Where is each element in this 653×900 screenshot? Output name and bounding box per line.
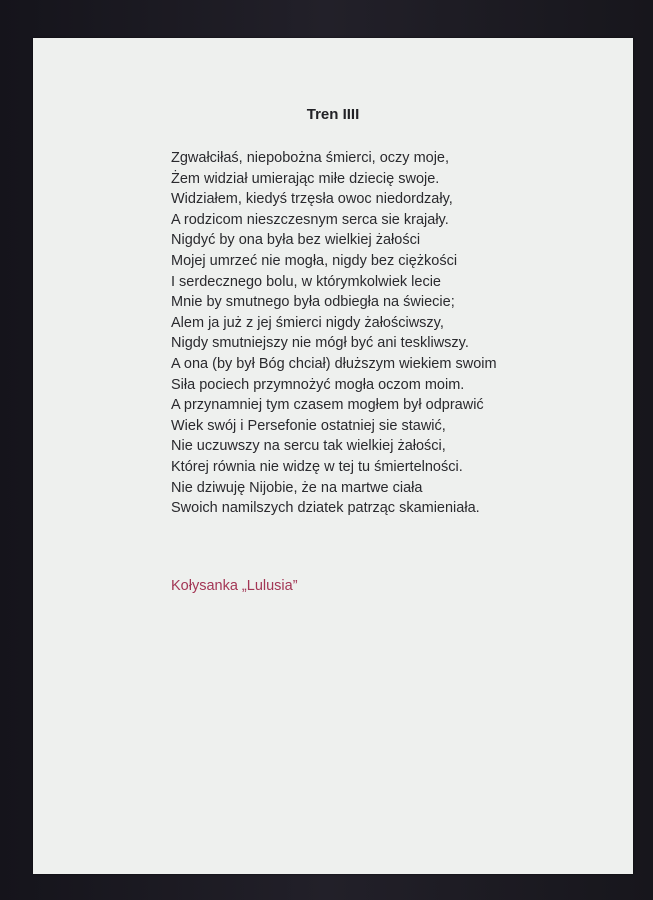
poem-line: A ona (by był Bóg chciał) dłuższym wiekiem swoim — [171, 355, 497, 372]
poem-line: Nie dziwuję Nijobie, że na martwe ciała — [171, 479, 423, 496]
next-poem-title: Kołysanka „Lulusia” — [171, 578, 298, 594]
poem-line: A rodzicom nieszczesnym serca sie krajały. — [171, 211, 449, 228]
poem-line: Zgwałciłaś, niepobożna śmierci, oczy moje, — [171, 150, 450, 166]
poem-line: Mnie by smutnego była odbiegła na świecie; — [171, 294, 455, 311]
poem-line: Wiek swój i Persefonie ostatniej sie stawić, — [171, 417, 446, 434]
poem-body — [171, 148, 497, 519]
paper-page — [33, 38, 633, 874]
poem-line: Widziałem, kiedyś trzęsła owoc niedordzały, — [171, 191, 453, 208]
poem-line: Mojej umrzeć nie mogła, nigdy bez ciężkości — [171, 252, 458, 269]
poem-line: Nigdy smutniejszy nie mógł być ani teskliwszy. — [171, 335, 469, 352]
poem-line: Nie uczuwszy na sercu tak wielkiej żałości, — [171, 438, 446, 455]
poem-line: Siła pociech przymnożyć mogła oczom moim. — [171, 376, 465, 393]
poem-line: Swoich namilszych dziatek patrząc skamieniała. — [171, 500, 480, 517]
poem-line: Nigdyć by ona była bez wielkiej żałości — [171, 232, 421, 249]
poem-line: A przynamniej tym czasem mogłem był odprawić — [171, 397, 484, 414]
poem-line: Alem ja już z jej śmierci nigdy żałościwszy, — [171, 314, 444, 331]
poem-line: Której równia nie widzę w tej tu śmiertelności. — [171, 458, 463, 475]
poem-title: Tren IIII — [306, 106, 360, 123]
poem-line: Żem widział umierając miłe dziecię swoje. — [171, 170, 440, 187]
poem-line: I serdecznego bolu, w którymkolwiek lecie — [171, 273, 441, 290]
